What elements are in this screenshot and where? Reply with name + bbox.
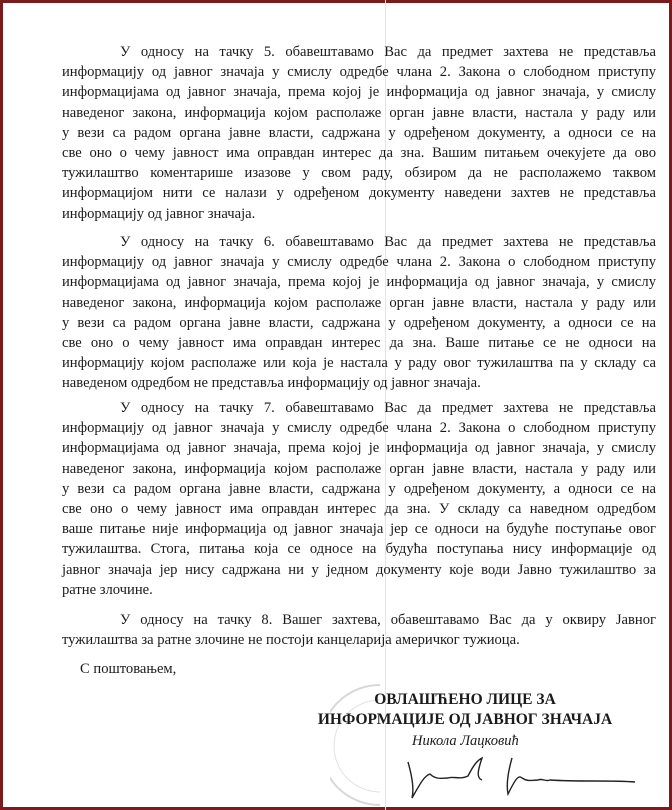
- closing-salutation: С поштовањем,: [80, 661, 177, 677]
- paragraph-line: у вези са радом органа јавне власти, садржана у одређеном документу, а односи се на: [62, 124, 656, 141]
- signatory-name: Никола Лацковић: [412, 733, 519, 749]
- signatory-title-line1: ОВЛАШЋЕНО ЛИЦЕ ЗА: [374, 691, 556, 708]
- paragraph-line: информацијом нити се налази у одређеном документу наведени захтев не представља: [62, 185, 656, 202]
- paragraph-line: информацију од јавног значаја у смислу одредбе члана 2. Закона о слободном приступу: [62, 64, 656, 81]
- paragraph-line: информацију од јавног значаја у смислу одредбе члана 2. Закона о слободном приступу: [62, 420, 656, 437]
- paragraph-line: У односу на тачку 7. обавештавамо Вас да предмет захтева не представља: [120, 400, 656, 416]
- paragraph-line: информацијама од јавног значаја, према којој је информација од јавног значаја, у смислу: [62, 274, 656, 291]
- paragraph-line: ратне злочине.: [62, 581, 153, 598]
- handwritten-signature: [390, 754, 650, 804]
- paragraph-4: [62, 610, 656, 650]
- paragraph-line: информацијама од јавног значаја, према којој је информација од јавног значаја, у смислу: [62, 440, 656, 457]
- paragraph-line: У односу на тачку 8. Вашег захтева, обавештавамо Вас да у оквиру Јавног: [120, 612, 656, 628]
- paragraph-line: тужилаштва за ратне злочине не постоји канцеларија америчког тужиоца.: [62, 632, 520, 649]
- paragraph-line: информацију од јавног значаја.: [62, 205, 256, 222]
- paragraph-line: информацију од јавног значаја у смислу одредбе члана 2. Закона о слободном приступу: [62, 254, 656, 271]
- paragraph-line: тужилаштво коментарише изазове у свом раду, обзиром да не располажемо таквом: [62, 165, 656, 182]
- paragraph-line: информацијама од јавног значаја, према којој је информација од јавног значаја, у смислу: [62, 84, 656, 101]
- paragraph-1: [62, 42, 656, 224]
- paragraph-line: наведеног закона, информација којом располаже орган јавне власти, настала у раду или: [62, 294, 656, 311]
- paragraph-line: информацију којом располаже или која је настала у раду овог тужилаштва па у складу са: [62, 355, 656, 372]
- paragraph-line: све оно о чему јавност има оправдан интерес да зна. Ваше питање се не односи на: [62, 334, 656, 351]
- paragraph-2: [62, 232, 656, 394]
- paragraph-line: наведеном одредбом не представља информацију од јавног значаја.: [62, 375, 481, 392]
- paragraph-line: наведеног закона, информација којом располаже орган јавне власти, настала у раду или: [62, 104, 656, 121]
- paragraph-line: тужилаштва. Стога, питања која се односе на будућа поступања нису информације од: [62, 541, 656, 558]
- paragraph-line: У односу на тачку 6. обавештавамо Вас да предмет захтева не представља: [120, 234, 656, 250]
- paragraph-line: у вези са радом органа јавне власти, садржана у одређеном документу, а односи се на: [62, 314, 656, 331]
- signatory-title-line2: ИНФОРМАЦИЈЕ ОД ЈАВНОГ ЗНАЧАЈА: [317, 711, 613, 728]
- paragraph-line: У односу на тачку 5. обавештавамо Вас да предмет захтева не представља: [120, 44, 656, 60]
- paragraph-line: све оно о чему јавност има оправдан интерес да зна. Вашим питањем очекујете да ово: [62, 144, 656, 161]
- paragraph-line: ваше питање није информација од јавног значаја јер се односи на будуће поступање овог: [62, 521, 656, 538]
- paragraph-3: [62, 398, 656, 600]
- paragraph-line: јавног значаја јер нису садржана ни у једном документу које води Јавно тужилаштво за: [62, 561, 656, 578]
- paragraph-line: у вези са радом органа јавне власти, садржана у одређеном документу, а односи се на: [62, 480, 656, 497]
- paragraph-line: све оно о чему јавност има оправдан интерес да зна. У складу са наведном одредбом: [62, 500, 656, 517]
- paragraph-line: наведеног закона, информација којом располаже орган јавне власти, настала у раду или: [62, 460, 656, 477]
